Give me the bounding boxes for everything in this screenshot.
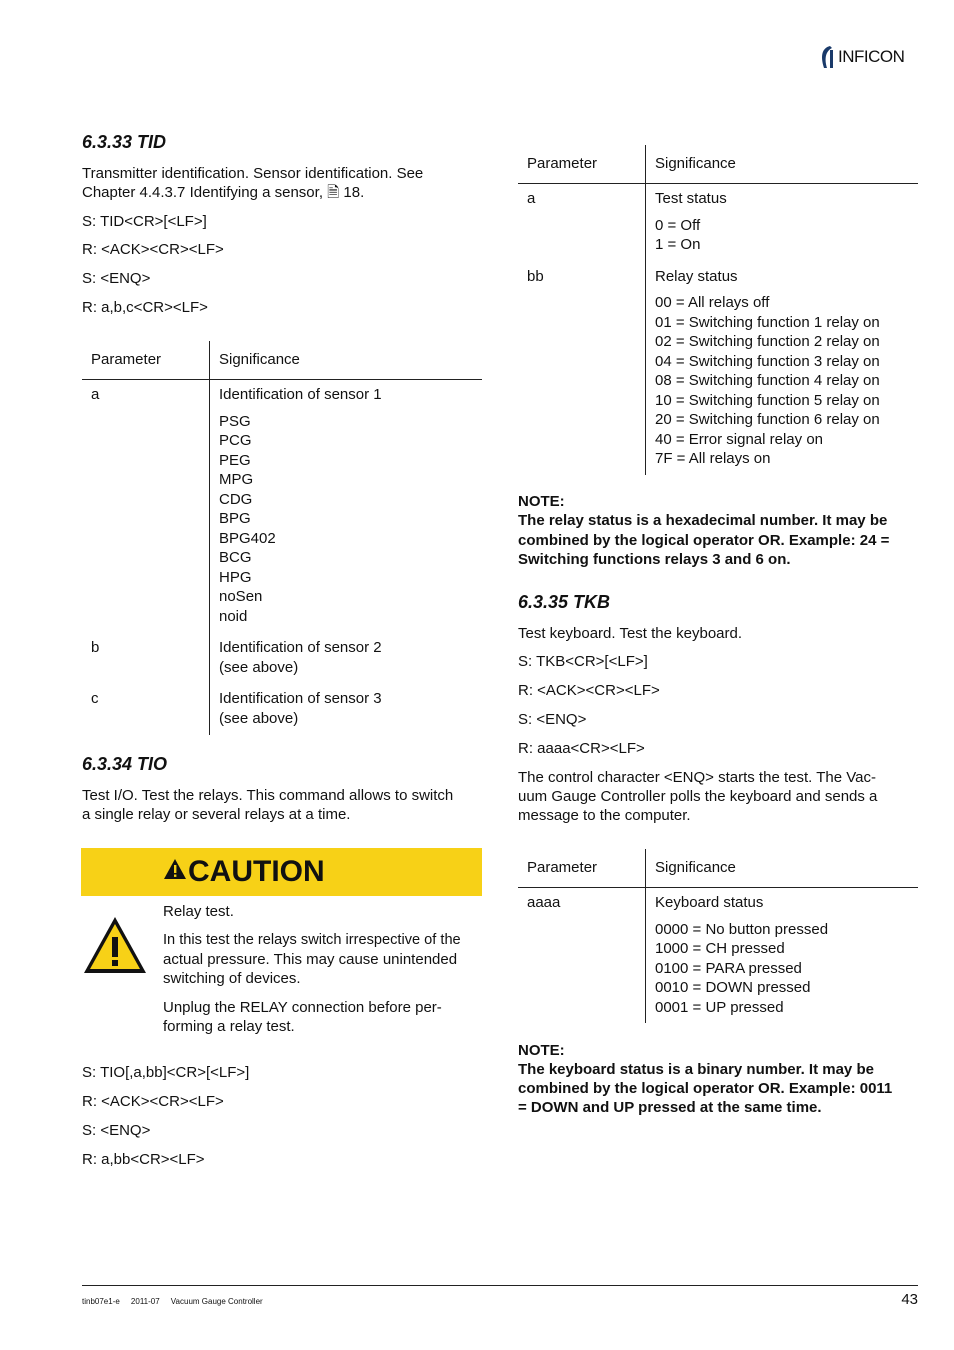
significance-line: 20 = Switching function 6 relay on: [655, 411, 880, 428]
caution-text: forming a relay test.: [163, 1018, 295, 1035]
param-cell: aaaa: [527, 894, 561, 911]
param-cell: bb: [527, 267, 544, 285]
significance-cell: [646, 888, 919, 1024]
significance-line: 02 = Switching function 2 relay on: [655, 333, 880, 350]
section-title-tid: 6.3.33 TID: [82, 132, 167, 152]
significance-line: 0 = Off: [655, 216, 701, 234]
tio-command: R: a,bb<CR><LF>: [82, 1151, 205, 1168]
param-cell: a: [527, 190, 536, 207]
header-significance: Significance: [646, 145, 919, 184]
param-cell: a: [91, 386, 100, 403]
significance-cell: [646, 184, 919, 267]
significance-line: 00 = All relays off: [655, 294, 770, 311]
table-header-row: [82, 341, 482, 380]
significance-line: PSG: [219, 412, 251, 430]
table-row: [82, 380, 482, 639]
footer-doc-info: tinb07e1-e 2011-07 Vacuum Gauge Controller: [82, 1297, 263, 1306]
param-cell: b: [91, 639, 100, 656]
note-text: = DOWN and UP pressed at the same time.: [518, 1099, 822, 1116]
header-parameter: Parameter: [518, 849, 646, 888]
significance-line: (see above): [219, 709, 299, 727]
tid-command: R: a,b,c<CR><LF>: [82, 299, 208, 316]
tid-command: R: <ACK><CR><LF>: [82, 241, 224, 258]
tio-command: S: <ENQ>: [82, 1122, 151, 1139]
significance-title: Keyboard status: [655, 894, 764, 911]
tid-description-line-2: Chapter 4.4.3.7 Identifying a sensor, 🗎 18.: [82, 184, 365, 201]
significance-line: (see above): [219, 658, 299, 676]
tkb-description: Test keyboard. Test the keyboard.: [518, 625, 743, 642]
significance-line: BCG: [219, 549, 252, 566]
footer-divider: [82, 1285, 918, 1286]
significance-line: 0001 = UP pressed: [655, 998, 784, 1016]
tkb-command: R: aaaa<CR><LF>: [518, 740, 645, 757]
tkb-paragraph: The control character <ENQ> starts the test. The Vac-: [518, 769, 876, 786]
table-row: [518, 267, 918, 475]
section-title-tkb: 6.3.35 TKB: [518, 592, 611, 612]
logo-mark-icon: [818, 44, 838, 70]
significance-line: 7F = All relays on: [655, 450, 771, 467]
tid-command: S: TID<CR>[<LF>]: [82, 213, 207, 230]
table-header-row: [518, 145, 918, 184]
significance-line: MPG: [219, 471, 254, 488]
significance-line: 0010 = DOWN pressed: [655, 979, 811, 996]
significance-line: 10 = Switching function 5 relay on: [655, 391, 880, 409]
tkb-command: S: TKB<CR>[<LF>]: [518, 653, 648, 670]
table-row: [82, 689, 482, 735]
tkb-command: S: <ENQ>: [518, 711, 587, 728]
tio-command: S: TIO[,a,bb]<CR>[<LF>]: [82, 1064, 250, 1081]
tkb-command: R: <ACK><CR><LF>: [518, 682, 660, 699]
significance-line: CDG: [219, 490, 253, 508]
note-text: combined by the logical operator OR. Example: 24 =: [518, 532, 890, 549]
caution-small-warning-icon: [163, 857, 187, 881]
note-text: The keyboard status is a binary number. It may be: [518, 1061, 874, 1078]
warning-triangle-icon: [82, 915, 148, 975]
note-label: NOTE:: [518, 1042, 565, 1059]
section-title-tio: 6.3.34 TIO: [82, 754, 168, 774]
tid-parameter-table: [82, 341, 482, 735]
significance-title: Identification of sensor 1: [219, 386, 382, 403]
table-row: [518, 888, 918, 1024]
significance-title: Identification of sensor 3: [219, 690, 382, 707]
header-significance: Significance: [646, 849, 919, 888]
tkb-paragraph: message to the computer.: [518, 807, 691, 824]
caution-line-1: Relay test.: [163, 903, 234, 920]
header-significance: Significance: [210, 341, 483, 380]
header-parameter: Parameter: [518, 145, 646, 184]
significance-line: 0100 = PARA pressed: [655, 959, 802, 977]
significance-cell: [210, 380, 483, 639]
significance-line: PCG: [219, 432, 252, 449]
significance-cell: [210, 689, 483, 735]
significance-line: 04 = Switching function 3 relay on: [655, 352, 880, 370]
header-parameter: Parameter: [82, 341, 210, 380]
note-label: NOTE:: [518, 493, 565, 510]
caution-text: switching of devices.: [163, 970, 301, 987]
significance-cell: [646, 267, 919, 475]
caution-text: actual pressure. This may cause unintended: [163, 951, 458, 968]
significance-line: 1000 = CH pressed: [655, 940, 785, 957]
caution-text: In this test the relays switch irrespective of the: [163, 932, 461, 948]
significance-title: Relay status: [655, 267, 738, 285]
tkb-parameter-table: [518, 849, 918, 1023]
table-row: [82, 638, 482, 689]
page-number: 43: [901, 1291, 918, 1308]
tio-description-line-1: Test I/O. Test the relays. This command allows to switch: [82, 787, 454, 804]
significance-line: 1 = On: [655, 236, 701, 253]
significance-title: Identification of sensor 2: [219, 639, 382, 656]
tio-parameter-table: [518, 145, 918, 475]
note-text: Switching functions relays 3 and 6 on.: [518, 551, 791, 568]
note-text: The relay status is a hexadecimal number. It may be: [518, 512, 888, 529]
significance-line: 40 = Error signal relay on: [655, 430, 824, 448]
significance-line: BPG: [219, 510, 251, 527]
note-text: combined by the logical operator OR. Example: 0011: [518, 1080, 893, 1097]
significance-title: Test status: [655, 190, 727, 207]
significance-line: noSen: [219, 588, 263, 605]
caution-heading: CAUTION: [188, 855, 325, 888]
inficon-logo: [818, 44, 922, 70]
significance-line: HPG: [219, 568, 252, 586]
significance-line: PEG: [219, 451, 251, 469]
significance-cell: [210, 638, 483, 689]
caution-text: Unplug the RELAY connection before per-: [163, 999, 442, 1016]
significance-line: 01 = Switching function 1 relay on: [655, 313, 880, 331]
tid-description-line-1: Transmitter identification. Sensor identification. See: [82, 165, 424, 182]
significance-line: 08 = Switching function 4 relay on: [655, 372, 880, 389]
tio-command: R: <ACK><CR><LF>: [82, 1093, 224, 1110]
tid-command: S: <ENQ>: [82, 270, 151, 287]
significance-line: 0000 = No button pressed: [655, 920, 829, 938]
tkb-paragraph: uum Gauge Controller polls the keyboard and sends a: [518, 788, 878, 805]
table-header-row: [518, 849, 918, 888]
param-cell: c: [91, 690, 99, 707]
significance-line: BPG402: [219, 529, 276, 547]
tio-description-line-2: a single relay or several relays at a time.: [82, 806, 351, 823]
logo-text: INFICON: [838, 47, 905, 66]
significance-line: noid: [219, 607, 248, 625]
table-row: [518, 184, 918, 267]
